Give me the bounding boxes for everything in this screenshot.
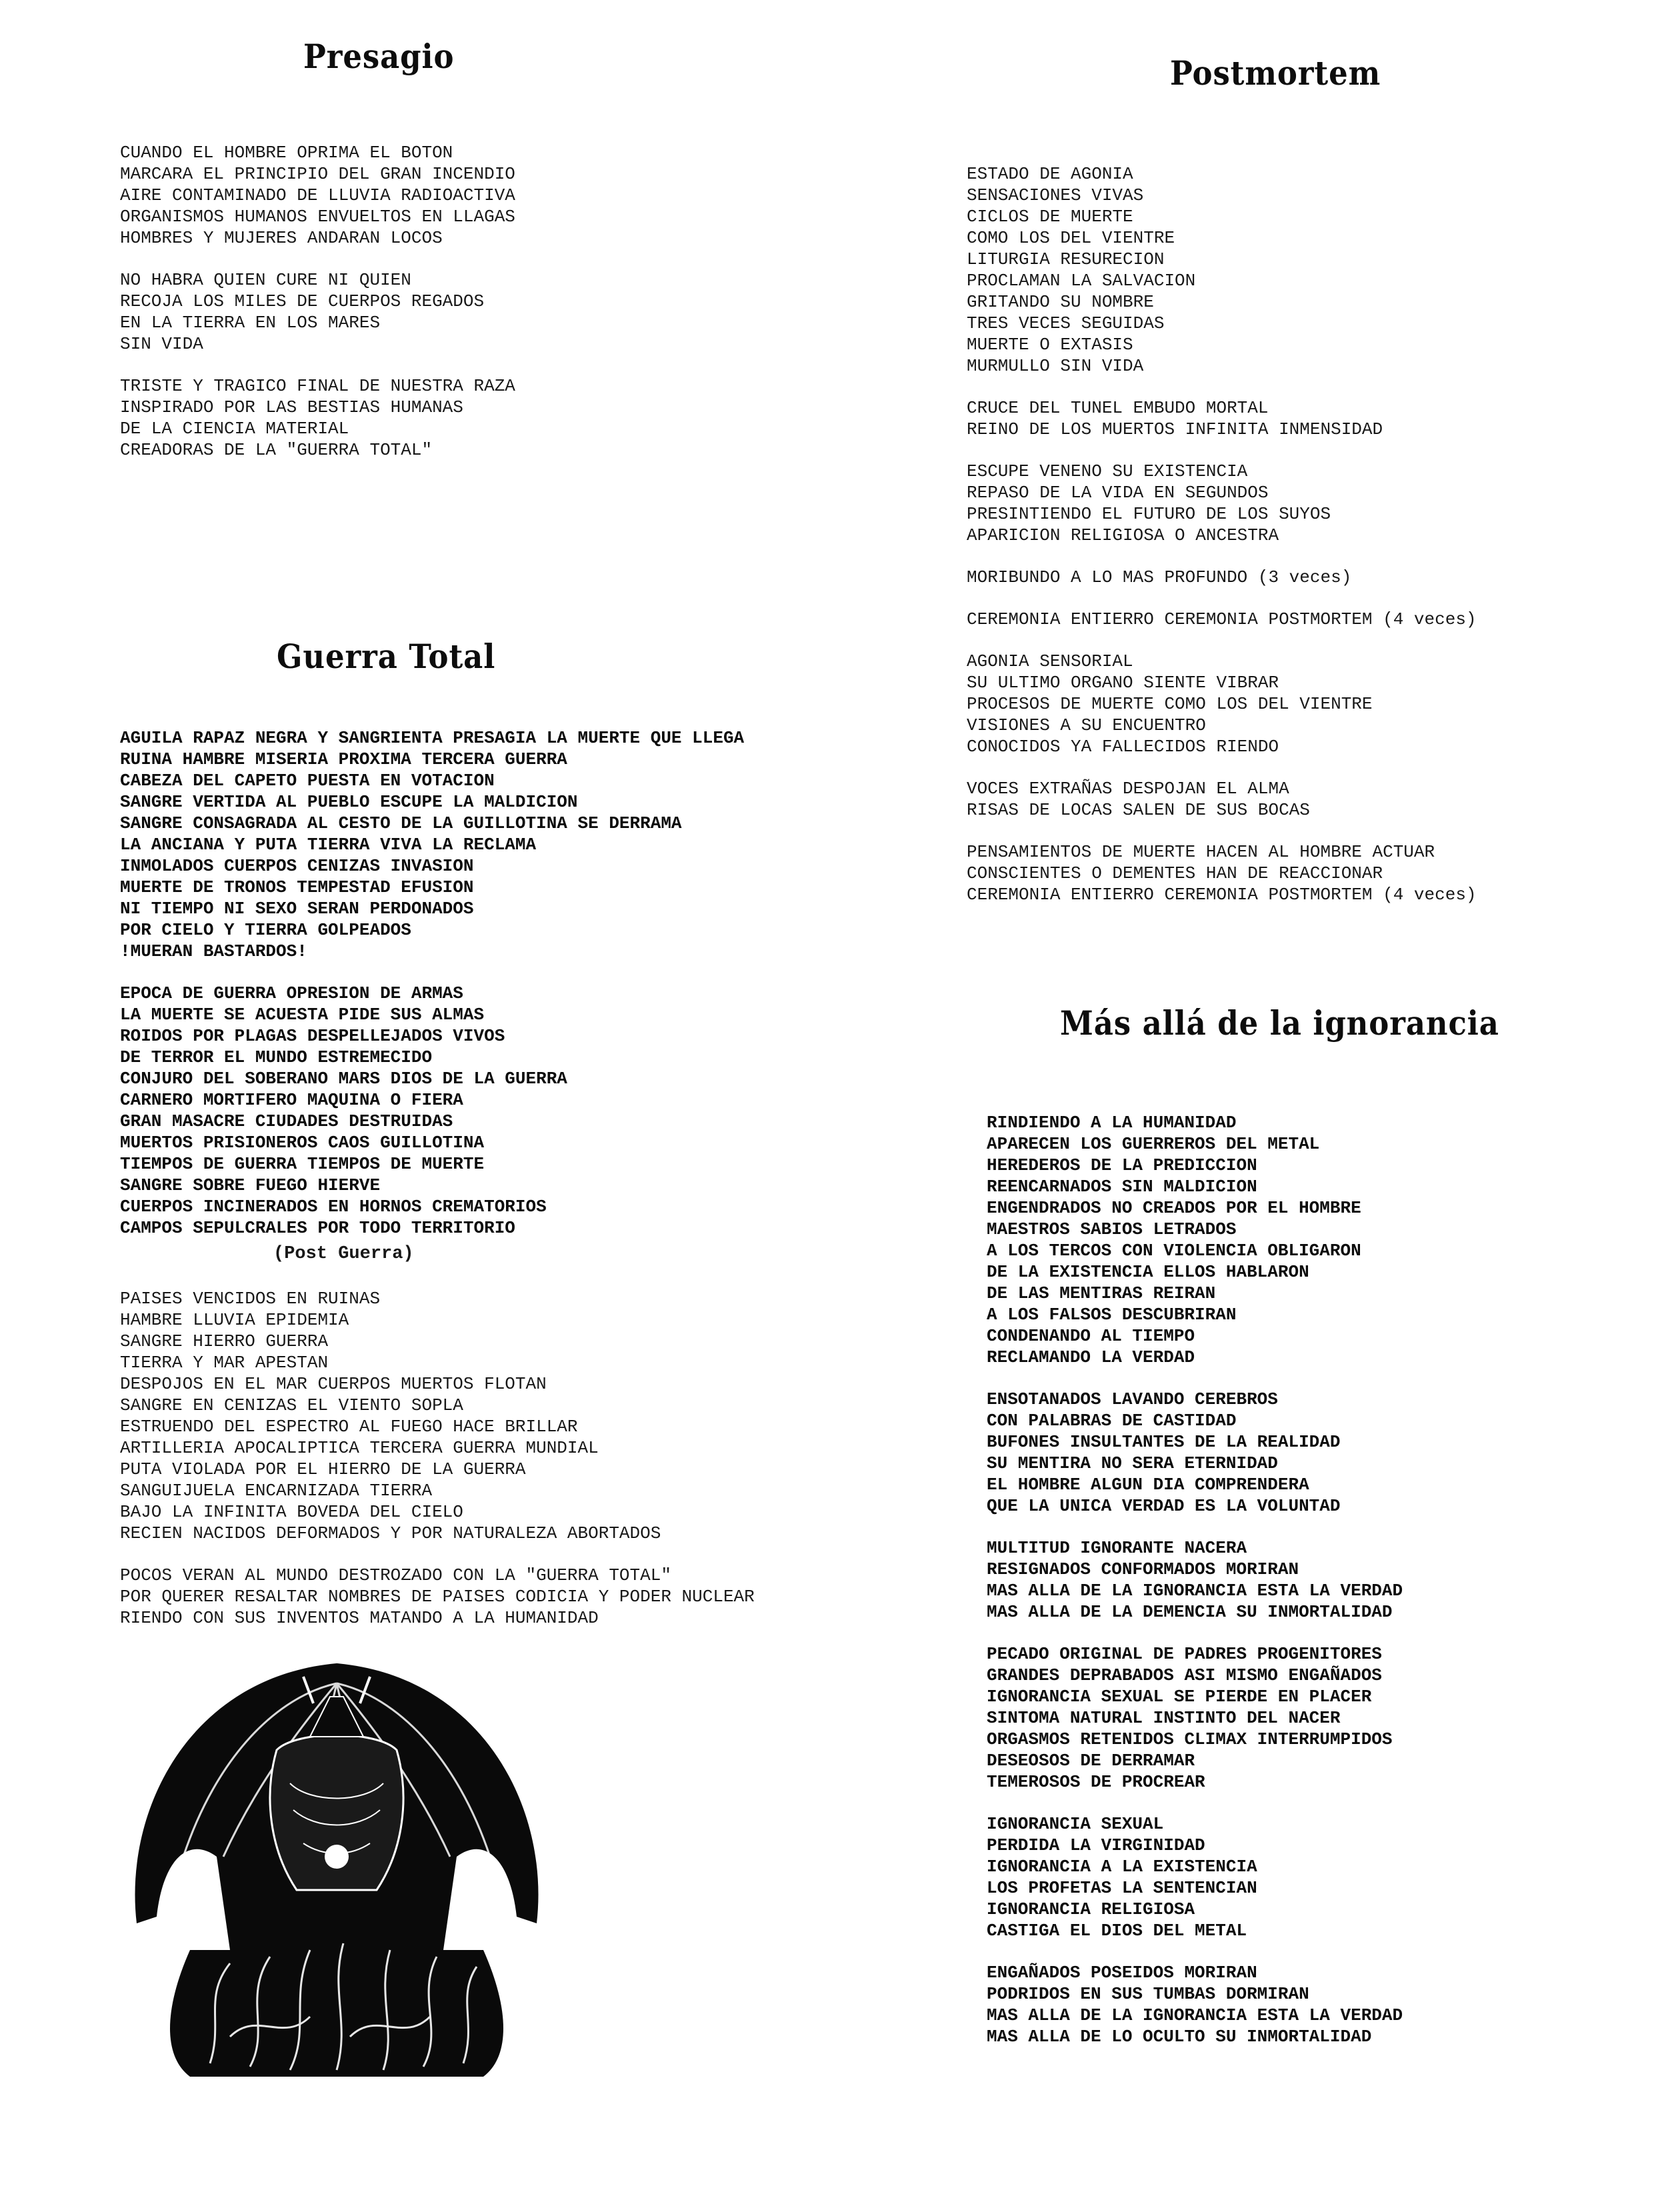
lyric-line: MAS ALLA DE LO OCULTO SU INMORTALIDAD: [987, 2027, 1372, 2047]
lyric-line: SANGRE EN CENIZAS EL VIENTO SOPLA: [120, 1395, 463, 1415]
lyric-line: LA ANCIANA Y PUTA TIERRA VIVA LA RECLAMA: [120, 835, 537, 855]
stanza: [120, 142, 515, 249]
lyric-line: DESPOJOS EN EL MAR CUERPOS MUERTOS FLOTAN: [120, 1374, 547, 1394]
lyric-line: TIERRA Y MAR APESTAN: [120, 1353, 329, 1373]
lyric-line: CON PALABRAS DE CASTIDAD: [987, 1411, 1237, 1431]
lyric-line: ENSOTANADOS LAVANDO CEREBROS: [987, 1389, 1278, 1409]
lyric-line: SANGRE VERTIDA AL PUEBLO ESCUPE LA MALDICION: [120, 792, 578, 812]
lyric-line: ENGAÑADOS POSEIDOS MORIRAN: [987, 1963, 1257, 1983]
lyric-line: SU ULTIMO ORGANO SIENTE VIBRAR: [967, 673, 1279, 693]
stanza: [967, 778, 1477, 821]
stanza: [967, 461, 1477, 546]
lyric-line: BAJO LA INFINITA BOVEDA DEL CIELO: [120, 1502, 463, 1522]
lyric-line: PROCLAMAN LA SALVACION: [967, 271, 1196, 291]
lyric-line: SU MENTIRA NO SERA ETERNIDAD: [987, 1453, 1278, 1473]
postmortem-lyrics: [967, 163, 1477, 926]
lyric-line: SANGRE HIERRO GUERRA: [120, 1331, 329, 1351]
stanza: [987, 1537, 1403, 1623]
lyric-line: ESCUPE VENENO SU EXISTENCIA: [967, 461, 1248, 481]
stanza: [120, 269, 515, 355]
lyric-line: REINO DE LOS MUERTOS INFINITA INMENSIDAD: [967, 419, 1383, 439]
lyric-line: MURMULLO SIN VIDA: [967, 356, 1144, 376]
lyric-line: APARICION RELIGIOSA O ANCESTRA: [967, 525, 1279, 545]
lyric-line: LOS PROFETAS LA SENTENCIAN: [987, 1878, 1257, 1898]
lyric-line: CEREMONIA ENTIERRO CEREMONIA POSTMORTEM (4 veces): [967, 885, 1477, 905]
lyric-line: MAS ALLA DE LA IGNORANCIA ESTA LA VERDAD: [987, 2005, 1403, 2025]
lyric-line: REPASO DE LA VIDA EN SEGUNDOS: [967, 483, 1269, 503]
lyric-line: POR CIELO Y TIERRA GOLPEADOS: [120, 920, 411, 940]
lyric-line: ORGASMOS RETENIDOS CLIMAX INTERRUMPIDOS: [987, 1729, 1393, 1749]
lyric-line: GRANDES DEPRABADOS ASI MISMO ENGAÑADOS: [987, 1665, 1382, 1685]
lyric-line: EL HOMBRE ALGUN DIA COMPRENDERA: [987, 1475, 1309, 1495]
lyric-line: RECOJA LOS MILES DE CUERPOS REGADOS: [120, 291, 485, 311]
lyric-line: AIRE CONTAMINADO DE LLUVIA RADIOACTIVA: [120, 185, 515, 205]
stanza: [120, 727, 744, 962]
lyric-line: ARTILLERIA APOCALIPTICA TERCERA GUERRA MUNDIAL: [120, 1438, 599, 1458]
lyric-line: TEMEROSOS DE PROCREAR: [987, 1772, 1205, 1792]
lyric-line: IGNORANCIA A LA EXISTENCIA: [987, 1857, 1257, 1877]
lyric-line: COMO LOS DEL VIENTRE: [967, 228, 1175, 248]
lyric-line: CONDENANDO AL TIEMPO: [987, 1326, 1195, 1346]
stanza: [987, 1813, 1403, 1941]
lyric-line: PAISES VENCIDOS EN RUINAS: [120, 1289, 381, 1309]
lyric-line: CUERPOS INCINERADOS EN HORNOS CREMATORIOS: [120, 1197, 547, 1217]
lyric-line: INMOLADOS CUERPOS CENIZAS INVASION: [120, 856, 474, 876]
lyric-line: DE TERROR EL MUNDO ESTREMECIDO: [120, 1047, 433, 1067]
lyric-line: REENCARNADOS SIN MALDICION: [987, 1177, 1257, 1197]
lyric-line: HAMBRE LLUVIA EPIDEMIA: [120, 1310, 349, 1330]
stanza: [987, 1643, 1403, 1793]
lyric-line: AGUILA RAPAZ NEGRA Y SANGRIENTA PRESAGIA LA MUERTE QUE LLEGA: [120, 728, 745, 748]
lyric-line: LITURGIA RESURECION: [967, 249, 1165, 269]
lyric-line: APARECEN LOS GUERREROS DEL METAL: [987, 1134, 1320, 1154]
lyric-line: SENSACIONES VIVAS: [967, 185, 1144, 205]
lyric-line: TRES VECES SEGUIDAS: [967, 313, 1165, 333]
guerra-total-title: Guerra Total: [277, 637, 496, 676]
lyric-line: DESEOSOS DE DERRAMAR: [987, 1751, 1195, 1771]
lyric-line: PECADO ORIGINAL DE PADRES PROGENITORES: [987, 1644, 1382, 1664]
stanza: [120, 983, 744, 1239]
stanza: [967, 651, 1477, 757]
lyric-line: CONJURO DEL SOBERANO MARS DIOS DE LA GUERRA: [120, 1069, 567, 1089]
lyric-line: SANGRE SOBRE FUEGO HIERVE: [120, 1175, 381, 1195]
lyric-line: MARCARA EL PRINCIPIO DEL GRAN INCENDIO: [120, 164, 515, 184]
presagio-title: Presagio: [303, 37, 455, 76]
lyric-line: MUERTE DE TRONOS TEMPESTAD EFUSION: [120, 877, 474, 897]
lyric-line: CONSCIENTES O DEMENTES HAN DE REACCIONAR: [967, 863, 1383, 883]
lyric-line: NI TIEMPO NI SEXO SERAN PERDONADOS: [120, 899, 474, 919]
lyric-line: PODRIDOS EN SUS TUMBAS DORMIRAN: [987, 1984, 1309, 2004]
lyric-line: POCOS VERAN AL MUNDO DESTROZADO CON LA "GUERRA TOTAL": [120, 1565, 671, 1585]
stanza: [967, 397, 1477, 440]
lyric-line: TIEMPOS DE GUERRA TIEMPOS DE MUERTE: [120, 1154, 485, 1174]
lyric-line: VOCES EXTRAÑAS DESPOJAN EL ALMA: [967, 779, 1289, 799]
lyric-line: RECIEN NACIDOS DEFORMADOS Y POR NATURALEZA ABORTADOS: [120, 1523, 661, 1543]
lyric-line: AGONIA SENSORIAL: [967, 651, 1133, 671]
lyric-line: IGNORANCIA RELIGIOSA: [987, 1899, 1195, 1919]
lyric-line: NO HABRA QUIEN CURE NI QUIEN: [120, 270, 411, 290]
lyric-line: CONOCIDOS YA FALLECIDOS RIENDO: [967, 737, 1279, 757]
lyric-line: CARNERO MORTIFERO MAQUINA O FIERA: [120, 1090, 463, 1110]
lyric-line: ROIDOS POR PLAGAS DESPELLEJADOS VIVOS: [120, 1026, 505, 1046]
stanza: [120, 375, 515, 461]
winged-demon-in-flames-icon: [110, 1637, 563, 2080]
stanza: [987, 1112, 1403, 1368]
lyric-line: ESTRUENDO DEL ESPECTRO AL FUEGO HACE BRILLAR: [120, 1417, 578, 1437]
lyric-line: RECLAMANDO LA VERDAD: [987, 1347, 1195, 1367]
lyric-line: !MUERAN BASTARDOS!: [120, 941, 307, 961]
lyric-line: EN LA TIERRA EN LOS MARES: [120, 313, 381, 333]
lyric-line: PENSAMIENTOS DE MUERTE HACEN AL HOMBRE ACTUAR: [967, 842, 1435, 862]
lyric-line: MORIBUNDO A LO MAS PROFUNDO (3 veces): [967, 567, 1352, 587]
lyric-line: A LOS TERCOS CON VIOLENCIA OBLIGARON: [987, 1241, 1361, 1261]
lyric-line: EPOCA DE GUERRA OPRESION DE ARMAS: [120, 983, 463, 1003]
lyric-line: POR QUERER RESALTAR NOMBRES DE PAISES CODICIA Y PODER NUCLEAR: [120, 1587, 755, 1607]
stanza: [967, 163, 1477, 377]
lyric-line: LA MUERTE SE ACUESTA PIDE SUS ALMAS: [120, 1005, 485, 1025]
lyric-line: CREADORAS DE LA "GUERRA TOTAL": [120, 440, 433, 460]
post-guerra-lyrics: [120, 1288, 755, 1649]
lyric-line: PUTA VIOLADA POR EL HIERRO DE LA GUERRA: [120, 1459, 526, 1479]
lyric-line: HEREDEROS DE LA PREDICCION: [987, 1155, 1257, 1175]
lyric-line: RESIGNADOS CONFORMADOS MORIRAN: [987, 1559, 1299, 1579]
lyric-line: MUERTOS PRISIONEROS CAOS GUILLOTINA: [120, 1133, 485, 1153]
post-guerra-subtitle: (Post Guerra): [273, 1244, 414, 1264]
lyric-line: RIENDO CON SUS INVENTOS MATANDO A LA HUMANIDAD: [120, 1608, 599, 1628]
lyric-line: HOMBRES Y MUJERES ANDARAN LOCOS: [120, 228, 443, 248]
stanza: [967, 567, 1477, 588]
lyric-line: VISIONES A SU ENCUENTRO: [967, 715, 1206, 735]
lyric-line: PROCESOS DE MUERTE COMO LOS DEL VIENTRE: [967, 694, 1373, 714]
lyric-line: A LOS FALSOS DESCUBRIRAN: [987, 1305, 1237, 1325]
lyric-line: SANGUIJUELA ENCARNIZADA TIERRA: [120, 1481, 433, 1501]
lyric-line: PERDIDA LA VIRGINIDAD: [987, 1835, 1205, 1855]
lyric-line: CICLOS DE MUERTE: [967, 207, 1133, 227]
stanza: [967, 609, 1477, 630]
stanza: [120, 1288, 755, 1544]
stanza: [987, 1389, 1403, 1517]
lyric-line: PRESINTIENDO EL FUTURO DE LOS SUYOS: [967, 504, 1331, 524]
lyric-line: IGNORANCIA SEXUAL SE PIERDE EN PLACER: [987, 1687, 1372, 1707]
lyric-line: ORGANISMOS HUMANOS ENVUELTOS EN LLAGAS: [120, 207, 515, 227]
lyric-line: SANGRE CONSAGRADA AL CESTO DE LA GUILLOTINA SE DERRAMA: [120, 813, 682, 833]
lyric-line: MULTITUD IGNORANTE NACERA: [987, 1538, 1247, 1558]
lyric-line: SINTOMA NATURAL INSTINTO DEL NACER: [987, 1708, 1341, 1728]
lyric-line: ENGENDRADOS NO CREADOS POR EL HOMBRE: [987, 1198, 1361, 1218]
guerra-total-lyrics: [120, 727, 744, 1259]
stanza: [120, 1565, 755, 1629]
lyric-line: RUINA HAMBRE MISERIA PROXIMA TERCERA GUERRA: [120, 749, 567, 769]
lyric-line: CAMPOS SEPULCRALES POR TODO TERRITORIO: [120, 1218, 515, 1238]
lyric-line: GRAN MASACRE CIUDADES DESTRUIDAS: [120, 1111, 453, 1131]
lyric-line: CEREMONIA ENTIERRO CEREMONIA POSTMORTEM (4 veces): [967, 609, 1477, 629]
mas-alla-title: Más allá de la ignorancia: [1060, 1003, 1499, 1043]
lyric-line: TRISTE Y TRAGICO FINAL DE NUESTRA RAZA: [120, 376, 515, 396]
lyric-line: CUANDO EL HOMBRE OPRIMA EL BOTON: [120, 143, 453, 163]
lyric-line: MUERTE O EXTASIS: [967, 335, 1133, 355]
lyric-line: ESTADO DE AGONIA: [967, 164, 1133, 184]
lyric-line: CABEZA DEL CAPETO PUESTA EN VOTACION: [120, 771, 495, 791]
lyric-line: GRITANDO SU NOMBRE: [967, 292, 1154, 312]
lyric-line: MAS ALLA DE LA IGNORANCIA ESTA LA VERDAD: [987, 1581, 1403, 1601]
presagio-lyrics: [120, 142, 515, 481]
lyric-line: BUFONES INSULTANTES DE LA REALIDAD: [987, 1432, 1341, 1452]
lyric-line: MAESTROS SABIOS LETRADOS: [987, 1219, 1237, 1239]
lyric-line: DE LA EXISTENCIA ELLOS HABLARON: [987, 1262, 1309, 1282]
lyric-line: CRUCE DEL TUNEL EMBUDO MORTAL: [967, 398, 1269, 418]
lyric-line: IGNORANCIA SEXUAL: [987, 1814, 1164, 1834]
lyric-line: MAS ALLA DE LA DEMENCIA SU INMORTALIDAD: [987, 1602, 1393, 1622]
lyric-line: RISAS DE LOCAS SALEN DE SUS BOCAS: [967, 800, 1310, 820]
postmortem-title: Postmortem: [1170, 53, 1381, 93]
lyric-line: QUE LA UNICA VERDAD ES LA VOLUNTAD: [987, 1496, 1341, 1516]
lyric-line: RINDIENDO A LA HUMANIDAD: [987, 1113, 1237, 1133]
stanza: [967, 841, 1477, 905]
mas-alla-lyrics: [987, 1112, 1403, 2068]
lyric-line: CASTIGA EL DIOS DEL METAL: [987, 1921, 1247, 1941]
lyric-line: DE LAS MENTIRAS REIRAN: [987, 1283, 1216, 1303]
lyric-line: DE LA CIENCIA MATERIAL: [120, 419, 349, 439]
lyric-line: INSPIRADO POR LAS BESTIAS HUMANAS: [120, 397, 463, 417]
lyric-line: SIN VIDA: [120, 334, 203, 354]
stanza: [987, 1962, 1403, 2047]
